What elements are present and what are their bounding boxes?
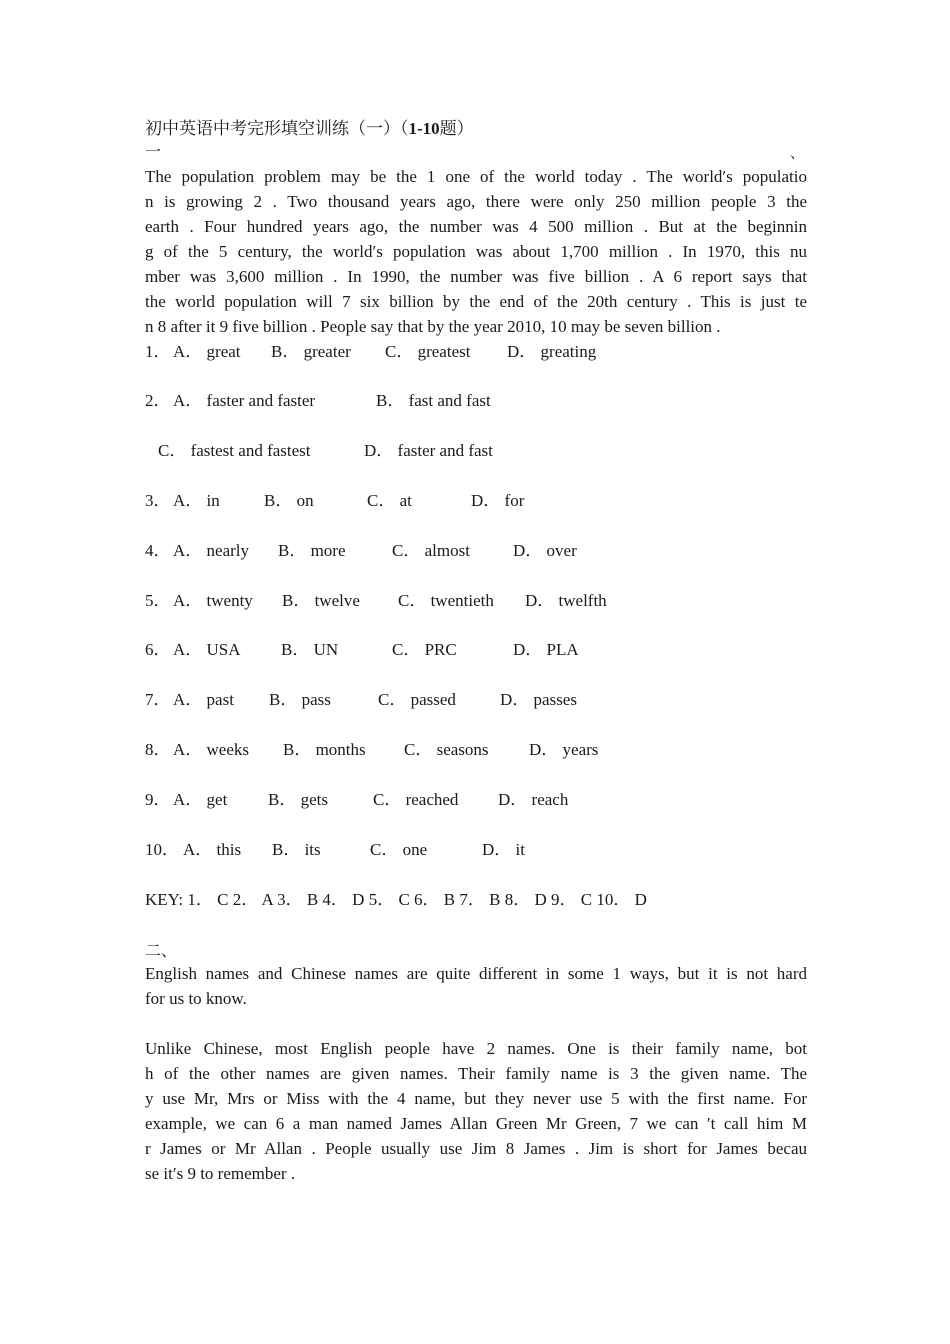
option-b: B． months (283, 740, 366, 759)
option-c: C． greatest (385, 342, 471, 361)
passage-1-line: mber was 3,600 million . In 1990, the number was five billion . A 6 report says that (145, 267, 807, 286)
option-c: C． reached (373, 790, 459, 809)
option-b: B． fast and fast (376, 391, 491, 410)
option-a: A． past (173, 690, 234, 709)
title-suffix: 题） (439, 119, 474, 138)
option-b: B． twelve (282, 591, 360, 610)
option-a: A． weeks (173, 740, 250, 759)
passage-1-line: n is growing 2 . Two thousand years ago, there were only 250 million people 3 the (145, 192, 807, 211)
option-d: D． faster and fast (364, 441, 493, 460)
option-d: D． it (482, 840, 525, 859)
option-b: B． UN (281, 640, 339, 659)
option-b: B． gets (268, 790, 328, 809)
option-a: A． in (173, 491, 220, 510)
option-c: C． passed (378, 690, 456, 709)
option-d: D． reach (498, 790, 569, 809)
option-d: D． for (471, 491, 525, 510)
passage-2-line: for us to know. (145, 989, 247, 1008)
passage-1-line: the world population will 7 six billion by the end of the 20th century . This is just te (145, 292, 807, 311)
option-d: D． years (529, 740, 599, 759)
question-number: 7． (145, 690, 171, 709)
option-d: D． passes (500, 690, 577, 709)
passage-2-line: English names and Chinese names are quite different in some 1 ways, but it is not hard (145, 964, 807, 983)
question-number: 9． (145, 790, 171, 809)
option-d: D． PLA (513, 640, 579, 659)
option-a: A． get (173, 790, 228, 809)
option-a: A． great (173, 342, 241, 361)
option-a: A． USA (173, 640, 241, 659)
passage-1-line: n 8 after it 9 five billion . People say that by the year 2010, 10 may be seven billion . (145, 317, 721, 336)
question-number: 4． (145, 541, 171, 560)
section-2-label: 二、 (145, 943, 178, 960)
option-b: B． greater (271, 342, 351, 361)
section-1-tick: 、 (790, 147, 804, 162)
option-d: D． over (513, 541, 577, 560)
title-range: 1-10 (408, 119, 440, 138)
question-number: 3． (145, 491, 171, 510)
option-a: A． twenty (173, 591, 253, 610)
passage-2-line: h of the other names are given names. Their family name is 3 the given name. The (145, 1064, 807, 1083)
option-c: C． almost (392, 541, 470, 560)
section-1-label: 一 (145, 144, 162, 161)
option-a: A． nearly (173, 541, 250, 560)
passage-1-line: The population problem may be the 1 one of the world today . The world′s populatio (145, 167, 807, 186)
option-b: B． more (278, 541, 346, 560)
passage-2-line: example, we can 6 a man named James Allan Green Mr Green, 7 we can ′t call him M (145, 1114, 807, 1133)
question-number: 6． (145, 640, 171, 659)
option-a: A． this (183, 840, 242, 859)
question-number: 2． (145, 391, 171, 410)
option-c: C． twentieth (398, 591, 494, 610)
option-c: C． PRC (392, 640, 457, 659)
question-number: 5． (145, 591, 171, 610)
passage-2-line: y use Mr, Mrs or Miss with the 4 name, but they never use 5 with the first name. For (145, 1089, 807, 1108)
option-d: D． twelfth (525, 591, 607, 610)
question-number: 1． (145, 342, 171, 361)
option-c: C． fastest and fastest (158, 441, 311, 460)
title-text: 初中英语中考完形填空训练（一）（ (145, 119, 409, 138)
passage-1-line: earth . Four hundred years ago, the number was 4 500 million . But at the beginnin (145, 217, 807, 236)
option-c: C． at (367, 491, 412, 510)
option-d: D． greating (507, 342, 597, 361)
option-a: A． faster and faster (173, 391, 316, 410)
passage-2-line: Unlike Chinese, most English people have 2 names. One is their family name, bot (145, 1039, 807, 1058)
option-b: B． pass (269, 690, 331, 709)
passage-1-line: g of the 5 century, the world′s population was about 1,700 million . In 1970, this nu (145, 242, 807, 261)
option-c: C． seasons (404, 740, 489, 759)
option-b: B． on (264, 491, 314, 510)
question-number: 8． (145, 740, 171, 759)
page-title (145, 114, 474, 139)
answer-key: KEY: 1． C 2． A 3． B 4． D 5． C 6． B 7． B 8． D 9． C 10． D (145, 890, 647, 909)
question-number: 10． (145, 840, 179, 859)
passage-2-line: se it′s 9 to remember . (145, 1164, 296, 1183)
passage-2-line: r James or Mr Allan . People usually use Jim 8 James . Jim is short for James becau (145, 1139, 807, 1158)
option-b: B． its (272, 840, 321, 859)
option-c: C． one (370, 840, 428, 859)
